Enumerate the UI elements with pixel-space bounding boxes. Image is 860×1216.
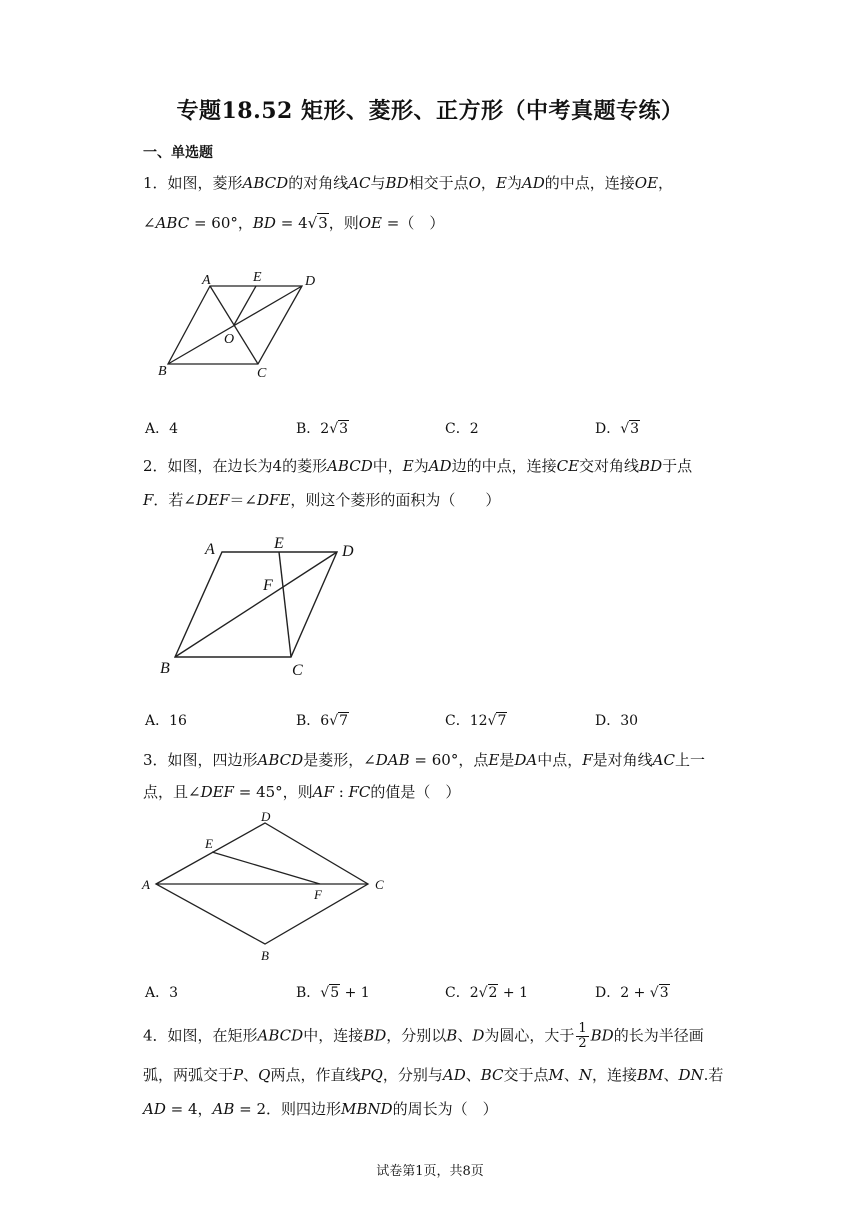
q2-option-c: C．12√7 — [445, 713, 507, 729]
q2-label-d: D — [342, 543, 354, 560]
q2-text-line1: 2．如图，在边长为4的菱形ABCD中，E为AD边的中点，连接CE交对角线BD于点 — [143, 457, 693, 475]
q2-option-d: D．30 — [595, 713, 639, 729]
q3-text-line2: 点，且∠DEF = 45°，则AF : FC的值是（ ） — [143, 783, 461, 801]
page-footer: 试卷第1页，共8页 — [376, 1164, 484, 1179]
q2-option-a: A．16 — [145, 713, 187, 729]
q2-diagonal-bd — [175, 552, 337, 657]
q2-label-c: C — [292, 662, 303, 679]
q3-rhombus-figure — [140, 806, 400, 966]
q2-label-e: E — [274, 535, 284, 552]
q2-text-line2: F．若∠DEF＝∠DFE，则这个菱形的面积为（ ） — [143, 491, 501, 509]
q2-option-b: B．6√7 — [296, 713, 349, 729]
q1-label-o: O — [224, 332, 235, 347]
section-heading: 一、单选题 — [143, 145, 213, 161]
q2-rhombus-figure — [155, 530, 375, 680]
q4-text-line1: 4．如图，在矩形ABCD中，连接BD，分别以B、D为圆心，大于 $\frac{1}{2}$ BD的长为半径画 — [143, 1021, 704, 1051]
q3-label-e: E — [205, 836, 213, 851]
q1-option-a: A．4 — [145, 421, 179, 437]
page-title: 专题18.52 矩形、菱形、正方形（中考真题专练） — [176, 98, 684, 124]
q3-label-c: C — [375, 877, 384, 892]
q1-text-line1: 1．如图，菱形ABCD的对角线AC与BD相交于点O，E为AD的中点，连接OE， — [143, 174, 674, 192]
q1-option-c: C．2 — [445, 421, 479, 437]
q1-label-d: D — [305, 274, 316, 289]
q2-label-b: B — [160, 660, 170, 677]
q3-option-a: A．3 — [145, 985, 179, 1001]
q1-label-e: E — [253, 270, 262, 285]
q3-label-a: A — [142, 877, 150, 892]
q1-option-d: D．√3 — [595, 421, 640, 437]
q4-text-line2: 弧，两弧交于P、Q两点，作直线PQ，分别与AD、BC交于点M、N，连接BM、DN.若 — [143, 1066, 724, 1084]
q1-label-a: A — [202, 273, 211, 288]
q3-label-b: B — [261, 948, 269, 963]
q2-label-a: A — [205, 541, 215, 558]
q1-diagonal-bd — [168, 286, 302, 364]
q3-label-d: D — [261, 809, 271, 824]
q1-label-b: B — [158, 364, 167, 379]
q3-option-b: B．√5 + 1 — [296, 985, 370, 1001]
q3-text-line1: 3．如图，四边形ABCD是菱形，∠DAB = 60°，点E是DA中点，F是对角线AC上一 — [143, 751, 705, 769]
q1-text-line2: ∠ABC = 60°，BD = 4√3，则OE =（ ） — [143, 214, 445, 232]
q2-label-f: F — [263, 577, 273, 594]
q3-option-c: C．2√2 + 1 — [445, 985, 529, 1001]
q4-text-line3: AD = 4，AB = 2．则四边形MBND的周长为（ ） — [143, 1100, 498, 1118]
q1-label-c: C — [257, 366, 267, 381]
q1-option-b: B．2√3 — [296, 421, 349, 437]
q1-rhombus-figure — [150, 262, 330, 382]
q2-segment-ce — [279, 552, 291, 657]
q3-option-d: D．2 + √3 — [595, 985, 669, 1001]
q3-label-f: F — [314, 887, 322, 902]
q3-segment-ef — [212, 852, 320, 884]
